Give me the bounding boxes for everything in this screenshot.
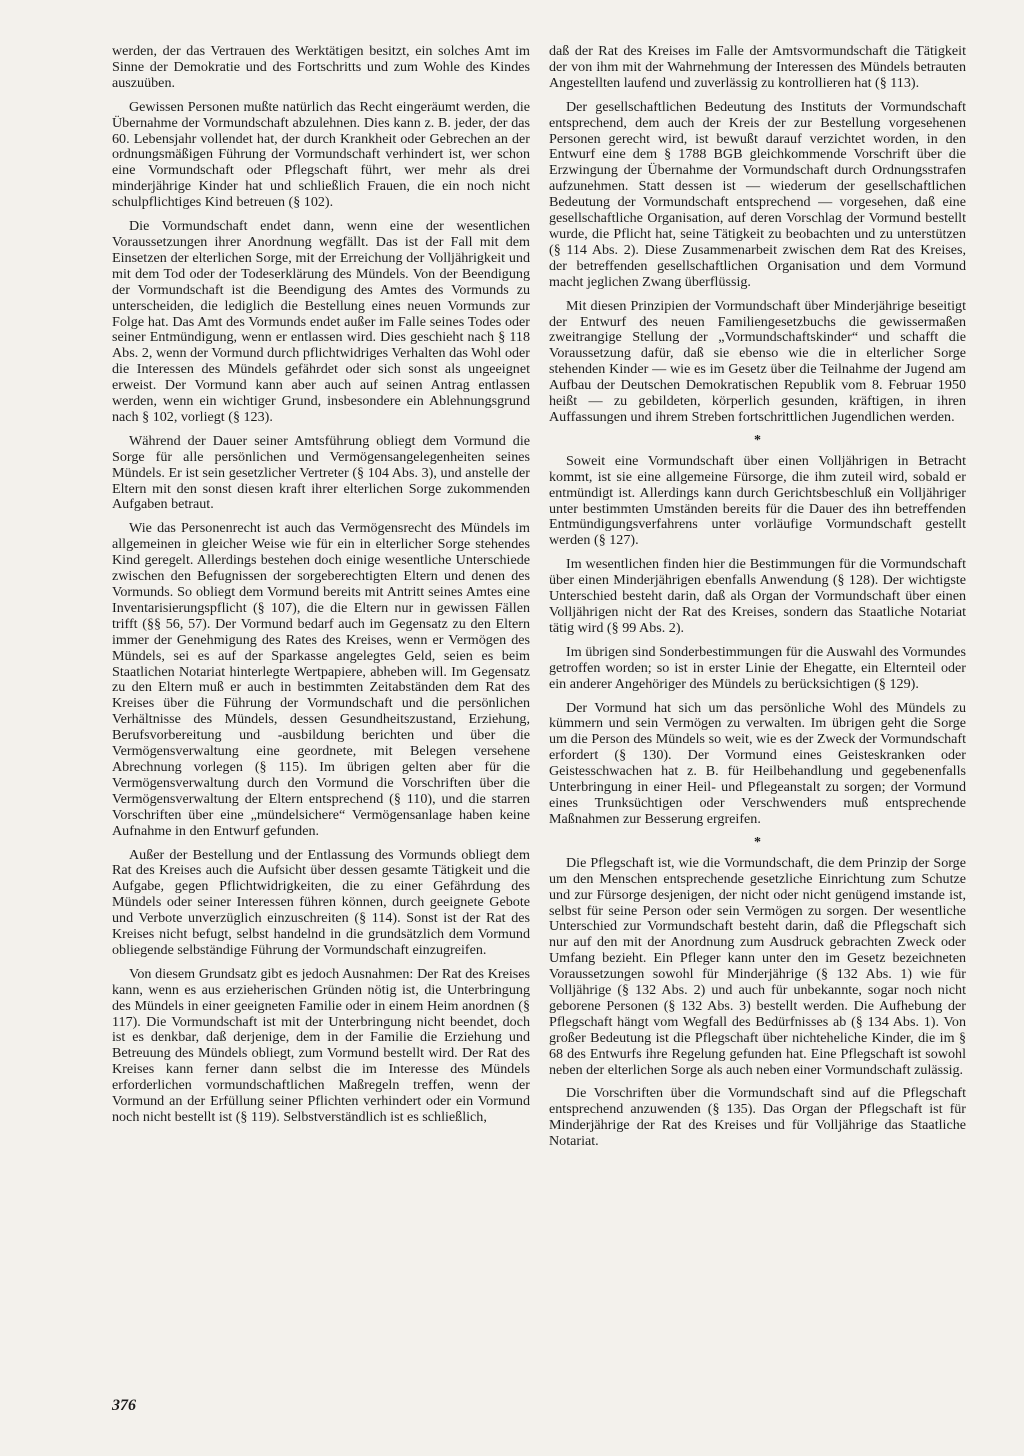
paragraph: Die Vormundschaft endet dann, wenn eine der wesentlichen Voraussetzungen ihrer Anordnung wegfällt. Das ist der Fall mit dem Einsetzen der elterlichen Sorge, mit der Erreichung der Volljährigkeit und mit dem Tod oder der Todeserklärung des Mündels. Von der Beendigung der Vormundschaft ist die Beendigung des Amtes des Vormunds zu unterscheiden, die lediglich die Bestellung eines neuen Vormunds zur Folge hat. Das Amt des Vormunds endet außer im Falle seines Todes oder seiner Entmündigung, wenn er entlassen wird. Dies geschieht nach § 118 Abs. 2, wenn der Vormund durch pflichtwidriges Verhalten das Wohl oder die Interessen des Mündels gefährdet oder sich sonst als ungeeignet erweist. Der Vormund kann aber auch auf seinen Antrag entlassen werden, wenn ein wichtiger Grund, insbesondere ein Ablehnungsgrund nach § 102, vorliegt (§ 123).: [112, 218, 530, 425]
section-separator: *: [754, 834, 761, 850]
section-separator: *: [754, 432, 761, 448]
paragraph: Die Vorschriften über die Vormundschaft sind auf die Pflegschaft entsprechend anzuwenden (§ 135). Das Organ der Pflegschaft ist für Minderjährige der Rat des Kreises und für Volljährige das Staatliche Notariat.: [549, 1085, 966, 1150]
paragraph: Gewissen Personen mußte natürlich das Recht eingeräumt werden, die Übernahme der Vormundschaft abzulehnen. Dies kann z. B. jeder, der das 60. Lebensjahr vollendet hat, der durch Krankheit oder Gebrechen an der ordnungsmäßigen Führung der Vormundschaft verhindert ist, wer schon eine Vormundschaft oder Pflegschaft führt, wer mehr als drei minderjährige Kinder hat und schließlich Frauen, die ein noch nicht schulpflichtiges Kind betreuen (§ 102).: [112, 98, 530, 211]
paragraph: Von diesem Grundsatz gibt es jedoch Ausnahmen: Der Rat des Kreises kann, wenn es aus erzieherischen Gründen nötig ist, die Unterbringung des Mündels in einer geeigneten Familie oder in einem Heim anordnen (§ 117). Die Vormundschaft ist mit der Unterbringung nicht beendet, doch ist es denkbar, daß derjenige, dem in der Familie die Erziehung und Betreuung des Mündels obliegt, zum Vormund bestellt wird. Der Rat des Kreises kann ferner dann selbst die im Interesse des Mündels erforderlichen vormundschaftlichen Maßregeln treffen, wenn der Vormund an der Erfüllung seiner Pflichten verhindert oder ein Vormund noch nicht bestellt ist (§ 119). Selbstverständlich ist es schließlich,: [112, 965, 530, 1125]
paragraph: Im wesentlichen finden hier die Bestimmungen für die Vormundschaft über einen Minderjährigen ebenfalls Anwendung (§ 128). Der wichtigste Unterschied besteht darin, daß als Organ der Vormundschaft über einen Volljährigen nicht der Rat des Kreises, sondern das Staatliche Notariat tätig wird (§ 99 Abs. 2).: [549, 556, 966, 636]
paragraph: Soweit eine Vormundschaft über einen Volljährigen in Betracht kommt, ist sie eine allgemeine Fürsorge, die ihm zuteil wird, sobald er entmündigt ist. Allerdings kann durch Gerichtsbeschluß ein Volljähriger unter bestimmten Umständen bereits für die Dauer des ihn betreffenden Entmündigungsverfahrens unter vorläufige Vormundschaft gestellt werden (§ 127).: [549, 452, 966, 549]
paragraph: Die Pflegschaft ist, wie die Vormundschaft, die dem Prinzip der Sorge um den Menschen entsprechende gesetzliche Einrichtung zum Schutze und zur Fürsorge desjenigen, der nicht oder nicht genügend imstande ist, selbst für seine Person oder sein Vermögen zu sorgen. Der wesentliche Unterschied zur Vormundschaft besteht darin, daß die Pflegschaft sich nur auf den mit der Anordnung zum Ausdruck gebrachten Zweck oder Umfang bezieht. Ein Pfleger kann unter den im Gesetz bezeichneten Voraussetzungen sowohl für Minderjährige (§ 132 Abs. 1) wie für Volljährige (§ 132 Abs. 2) und auch für unbekannte, sogar noch nicht geborene Personen (§ 132 Abs. 3) bestellt werden. Die Aufhebung der Pflegschaft hängt vom Wegfall des Bedürfnisses ab (§ 134 Abs. 1). Von großer Bedeutung ist die Pflegschaft über nichteheliche Kinder, die im § 68 des Entwurfs ihre Regelung gefunden hat. Eine Pflegschaft ist sowohl neben der elterlichen Sorge als auch neben einer Vormundschaft zulässig.: [549, 854, 966, 1078]
paragraph: Außer der Bestellung und der Entlassung des Vormunds obliegt dem Rat des Kreises auch die Aufsicht über dessen gesamte Tätigkeit und die Aufgabe, gegen Pflichtwidrigkeiten, die zu einer Gefährdung des Mündels oder seiner Interessen führen können, durch geeignete Gebote und Verbote unverzüglich einzuschreiten (§ 114). Sonst ist der Rat des Kreises nicht befugt, selbst handelnd in die grundsätzlich dem Vormund obliegende selbständige Führung der Vormundschaft einzugreifen.: [112, 846, 530, 958]
paragraph: Der Vormund hat sich um das persönliche Wohl des Mündels zu kümmern und sein Vermögen zu verwalten. Im übrigen geht die Sorge um die Person des Mündels so weit, wie es der Zweck der Vormundschaft erfordert (§ 130). Der Vormund eines Geisteskranken oder Geistesschwachen hat z. B. für Heilbehandlung und gegebenenfalls Unterbringung in einer Heil- und Pflegeanstalt zu sorgen; der Vormund eines Trunksüchtigen oder Verschwenders muß entsprechende Maßnahmen zur Besserung ergreifen.: [549, 699, 966, 827]
paragraph: werden, der das Vertrauen des Werktätigen besitzt, ein solches Amt im Sinne der Demokratie und des Fortschritts und zum Wohle des Kindes auszuüben.: [112, 43, 530, 91]
paragraph: Mit diesen Prinzipien der Vormundschaft über Minderjährige beseitigt der Entwurf des neuen Familiengesetzbuchs die gewissermaßen zweitrangige Stellung der „Vormundschaftskinder“ und schafft die Voraussetzung dafür, daß sie ebenso wie die in elterlicher Sorge stehenden Kinder — wie es im Gesetz über die Teilnahme der Jugend am Aufbau der Deutschen Demokratischen Republik vom 8. Februar 1950 heißt — zu gebildeten, körperlich gesunden, kräftigen, in ihren Auffassungen und ihrem Streben fortschrittlichen Jugendlichen werden.: [549, 297, 966, 425]
right-column: [549, 44, 966, 1158]
paragraph: Wie das Personenrecht ist auch das Vermögensrecht des Mündels im allgemeinen in gleicher Weise wie für ein in elterlicher Sorge stehendes Kind geregelt. Allerdings bestehen doch einige wesentliche Unterschiede zwischen den Befugnissen der sorgeberechtigten Eltern und denen des Vormunds. So obliegt dem Vormund bereits mit Antritt seines Amtes eine Inventarisierungspflicht (§ 107), die die Eltern nur in gewissen Fällen trifft (§§ 56, 57). Der Vormund bedarf auch im Gegensatz zu den Eltern immer der Genehmigung des Rates des Kreises, wenn er Vermögen des Mündels, sei es auf der Sparkasse angelegtes Geld, seien es beim Staatlichen Notariat hinterlegte Wertpapiere, abheben will. Im Gegensatz zu den Eltern muß er auch in bestimmten Zeitabständen dem Rat des Kreises über die Führung der Vormundschaft und die persönlichen Verhältnisse des Mündels, dessen Gesundheitszustand, Erziehung, Berufsvorbereitung und -ausbildung berichten und über die Vermögensverwaltung eine geordnete, mit Belegen versehene Abrechnung vorlegen (§ 115). Im übrigen gelten aber für die Vermögensverwaltung durch den Vormund die Vorschriften über die Vermögensverwaltung der Eltern entsprechend (§ 110), und die starren Vorschriften über eine „mündelsichere“ Vermögensanlage haben keine Aufnahme in den Entwurf gefunden.: [112, 520, 530, 839]
page-number: 376: [112, 1397, 136, 1414]
paragraph: Während der Dauer seiner Amtsführung obliegt dem Vormund die Sorge für alle persönlichen und Vermögensangelegenheiten seines Mündels. Er ist sein gesetzlicher Vertreter (§ 104 Abs. 3), und anstelle der Eltern mit den sonst diesen kraft ihrer elterlichen Sorge zukommenden Aufgaben betraut.: [112, 432, 530, 513]
paragraph: Der gesellschaftlichen Bedeutung des Instituts der Vormundschaft entsprechend, dem auch der Kreis der zur Bestellung vorgesehenen Personen gerecht wird, ist bewußt darauf verzichtet worden, in den Entwurf eine dem § 1788 BGB gleichkommende Vorschrift über die Erzwingung der Übernahme der Vormundschaft durch Ordnungsstrafen aufzunehmen. Statt dessen ist — wiederum der gesellschaftlichen Bedeutung der Vormundschaft entsprechend — vorgesehen, daß eine gesellschaftliche Organisation, auf deren Vorschlag der Vormund bestellt wurde, die Pflicht hat, seine Tätigkeit zu beobachten und zu unterstützen (§ 114 Abs. 2). Diese Zusammenarbeit zwischen dem Rat des Kreises, der betreffenden gesellschaftlichen Organisation und dem Vormund macht jeglichen Zwang überflüssig.: [549, 98, 966, 290]
paragraph: daß der Rat des Kreises im Falle der Amtsvormundschaft die Tätigkeit der von ihm mit der Wahrnehmung der Interessen des Mündels betrauten Angestellten laufend und zuverlässig zu kontrollieren hat (§ 113).: [549, 43, 966, 91]
paragraph: Im übrigen sind Sonderbestimmungen für die Auswahl des Vormundes getroffen worden; so ist in erster Linie der Ehegatte, ein Elternteil oder ein anderer Angehöriger des Mündels zu berücksichtigen (§ 129).: [549, 643, 966, 692]
left-column: [112, 44, 530, 1134]
